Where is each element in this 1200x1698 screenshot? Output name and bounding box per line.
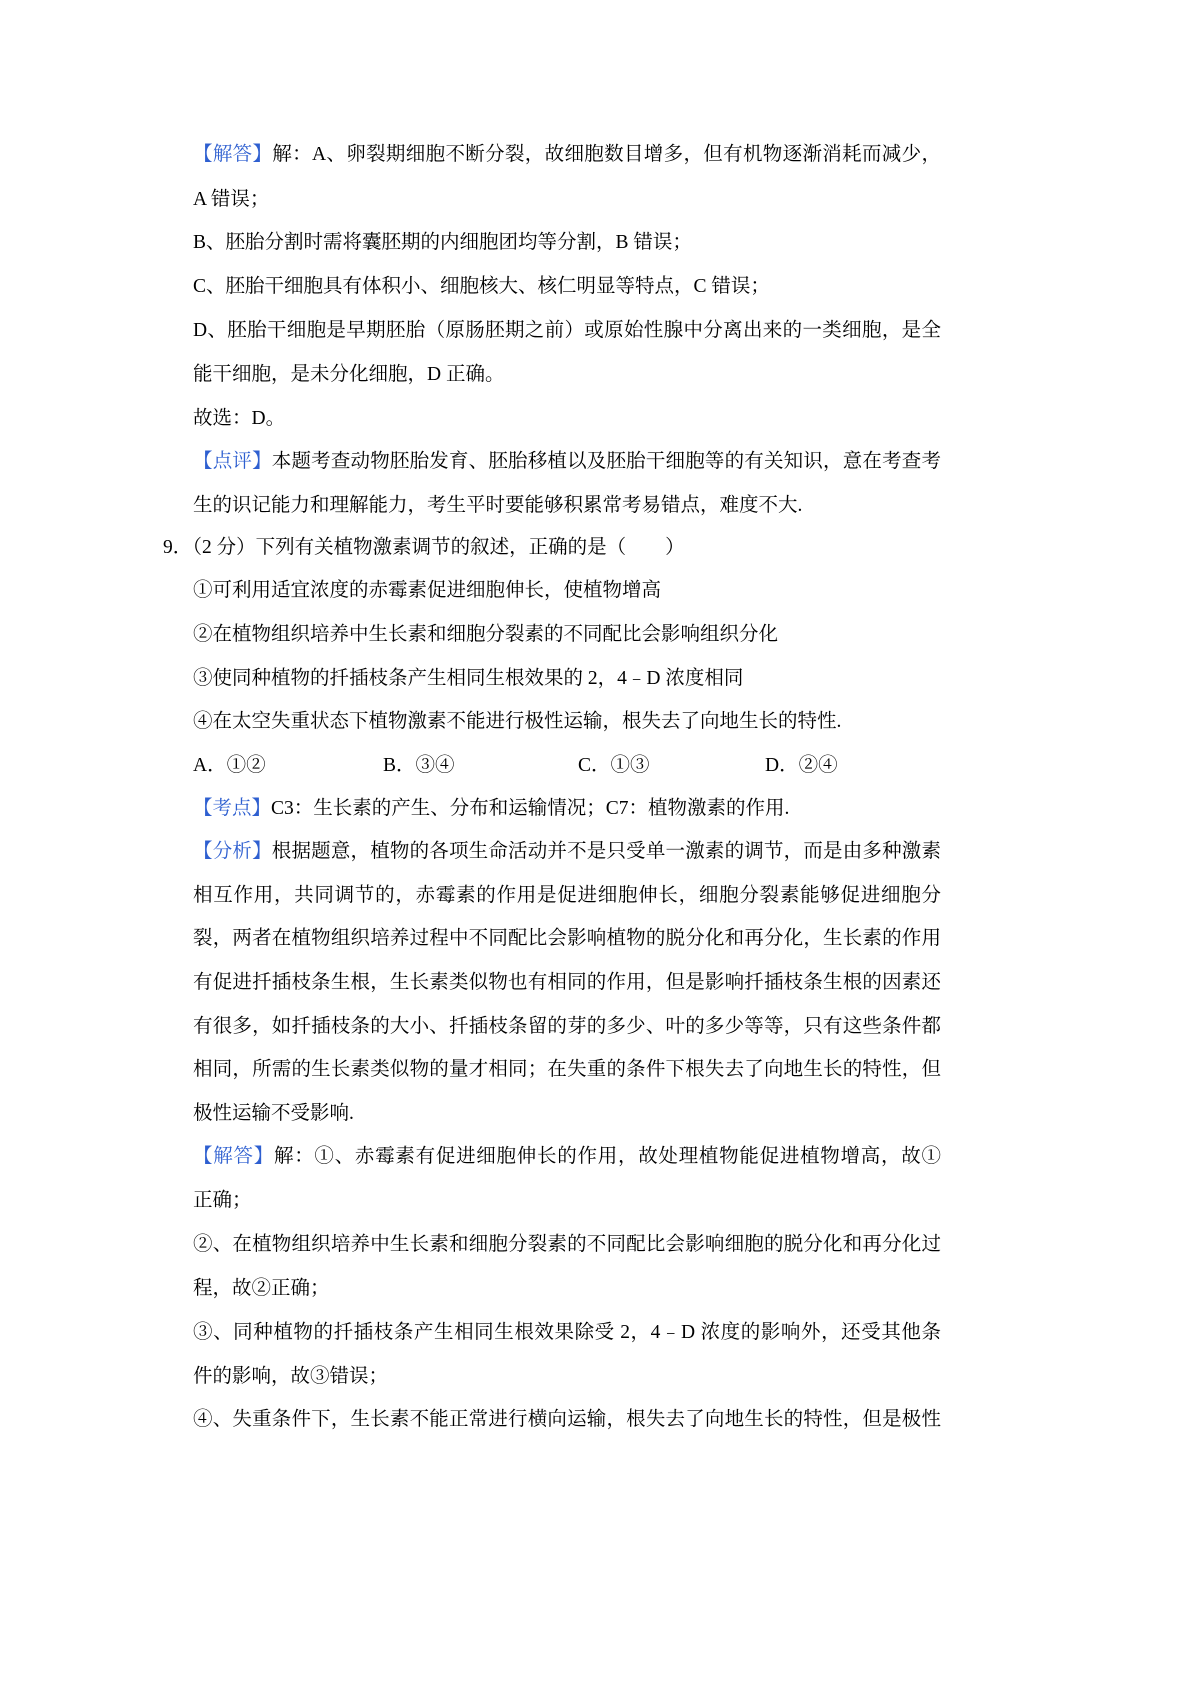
q9-answer-line-3: ②、在植物组织培养中生长素和细胞分裂素的不同配比会影响细胞的脱分化和再分化过 xyxy=(193,1234,941,1255)
keypoint-label: 【考点】 xyxy=(193,798,272,819)
option-d xyxy=(765,744,838,788)
answer-text: 解：①、赤霉素有促进细胞伸长的作用，故处理植物能促进植物增高，故① xyxy=(273,1146,941,1167)
option-b xyxy=(383,744,455,788)
option-value: ②④ xyxy=(798,755,838,776)
answer-label: 【解答】 xyxy=(193,144,273,165)
q8-answer-line-1 xyxy=(193,133,941,177)
option-letter: C． xyxy=(578,755,611,776)
q8-answer-line-6: 能干细胞，是未分化细胞，D 正确。 xyxy=(193,364,505,385)
option-letter: A． xyxy=(193,755,227,776)
option-value: ①③ xyxy=(610,755,650,776)
q9-answer-line-4: 程，故②正确； xyxy=(193,1278,330,1299)
q9-analysis-line-5: 有很多，如扦插枝条的大小、扦插枝条留的芽的多少、叶的多少等等，只有这些条件都 xyxy=(193,1016,941,1037)
q9-analysis-line-1 xyxy=(193,830,941,874)
option-letter: D． xyxy=(765,755,799,776)
q9-analysis-line-3: 裂，两者在植物组织培养过程中不同配比会影响植物的脱分化和再分化，生长素的作用 xyxy=(193,928,941,949)
option-letter: B． xyxy=(383,755,416,776)
keypoint-text: C3：生长素的产生、分布和运输情况；C7：植物激素的作用. xyxy=(271,798,790,819)
option-a xyxy=(193,744,266,788)
q9-analysis-line-4: 有促进扦插枝条生根，生长素类似物也有相同的作用，但是影响扦插枝条生根的因素还 xyxy=(193,972,941,993)
question-stem: （2 分）下列有关植物激素调节的叙述，正确的是（ ） xyxy=(192,537,685,558)
q8-answer-line-2: A 错误； xyxy=(193,189,270,210)
analysis-text: 根据题意，植物的各项生命活动并不是只受单一激素的调节，而是由多种激素 xyxy=(271,841,941,862)
question-number: 9． xyxy=(163,537,193,558)
q8-answer-line-5: D、胚胎干细胞是早期胚胎（原肠胚期之前）或原始性腺中分离出来的一类细胞，是全 xyxy=(193,320,941,341)
q9-answer-line-2: 正确； xyxy=(193,1190,252,1211)
answer-label: 【解答】 xyxy=(193,1146,274,1167)
q8-answer-line-7: 故选：D。 xyxy=(193,408,286,429)
q9-statement-2: ②在植物组织培养中生长素和细胞分裂素的不同配比会影响组织分化 xyxy=(193,624,779,645)
comment-label: 【点评】 xyxy=(193,451,272,472)
q9-statement-3: ③使同种植物的扦插枝条产生相同生根效果的 2，4﹣D 浓度相同 xyxy=(193,668,744,689)
option-c xyxy=(578,744,650,788)
q8-comment-line-2: 生的识记能力和理解能力，考生平时要能够积累常考易错点，难度不大. xyxy=(193,495,803,516)
analysis-label: 【分析】 xyxy=(193,841,272,862)
q8-answer-line-3: B、胚胎分割时需将囊胚期的内细胞团均等分割，B 错误； xyxy=(193,232,692,253)
q9-answer-line-1 xyxy=(193,1135,941,1179)
q9-analysis-line-6: 相同，所需的生长素类似物的量才相同；在失重的条件下根失去了向地生长的特性，但 xyxy=(193,1059,941,1080)
q9-stem xyxy=(163,526,941,570)
q9-keypoint xyxy=(193,787,941,831)
q9-answer-line-5: ③、同种植物的扦插枝条产生相同生根效果除受 2，4﹣D 浓度的影响外，还受其他条 xyxy=(193,1322,941,1343)
answer-text: 解：A、卵裂期细胞不断分裂，故细胞数目增多，但有机物逐渐消耗而减少， xyxy=(272,144,941,165)
q9-analysis-line-7: 极性运输不受影响. xyxy=(193,1103,354,1124)
q9-answer-line-7: ④、失重条件下，生长素不能正常进行横向运输，根失去了向地生长的特性，但是极性 xyxy=(193,1409,941,1430)
option-value: ③④ xyxy=(415,755,455,776)
comment-text: 本题考查动物胚胎发育、胚胎移植以及胚胎干细胞等的有关知识，意在考查考 xyxy=(271,451,941,472)
option-value: ①② xyxy=(226,755,266,776)
q8-comment-line-1 xyxy=(193,440,941,484)
q9-statement-4: ④在太空失重状态下植物激素不能进行极性运输，根失去了向地生长的特性. xyxy=(193,711,842,732)
q8-answer-line-4: C、胚胎干细胞具有体积小、细胞核大、核仁明显等特点，C 错误； xyxy=(193,276,770,297)
q9-answer-line-6: 件的影响，故③错误； xyxy=(193,1366,389,1387)
q9-analysis-line-2: 相互作用，共同调节的，赤霉素的作用是促进细胞伸长，细胞分裂素能够促进细胞分 xyxy=(193,885,941,906)
q9-statement-1: ①可利用适宜浓度的赤霉素促进细胞伸长，使植物增高 xyxy=(193,580,662,601)
